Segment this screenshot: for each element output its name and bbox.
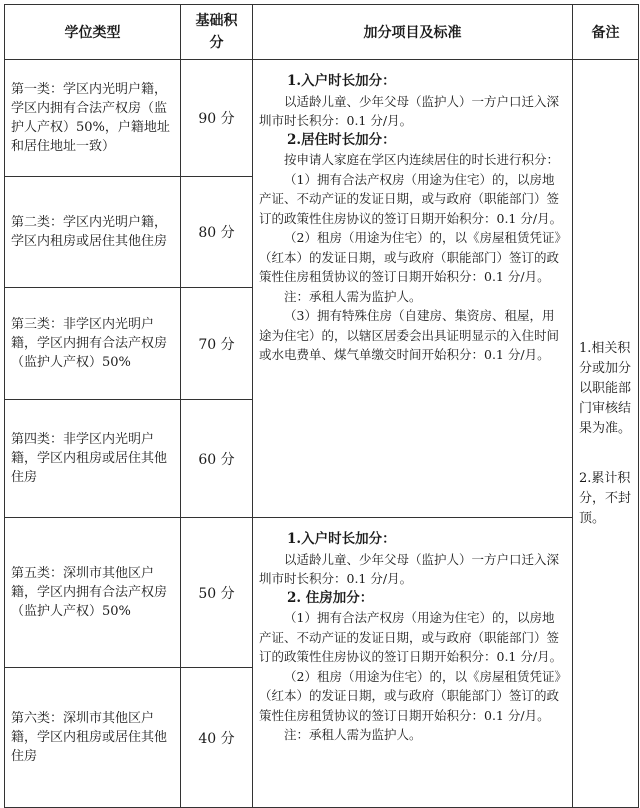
bonus-items-cell	[253, 60, 573, 518]
base-score-cell: 60 分	[181, 400, 253, 518]
degree-type-cell: 第五类：深圳市其他区户籍，学区内拥有合法产权房（监护人产权）50%	[5, 518, 181, 668]
remarks-cell	[573, 60, 639, 808]
degree-type-cell: 第一类：学区内光明户籍，学区内拥有合法产权房（监护人产权）50%，户籍地址和居住地址一致）	[5, 60, 181, 177]
header-remarks: 备注	[573, 5, 639, 60]
bonus-text: （2）租房（用途为住宅）的，以《房屋租赁凭证》（红本）的发证日期，或与政府（职能部门）签订的政策性住房租赁协议的签订日期开始积分：0.1 分/月。	[259, 230, 561, 284]
bonus-note: 注：承租人需为监护人。	[284, 727, 422, 742]
degree-type-cell: 第四类：非学区内光明户籍，学区内租房或居住其他住房	[5, 400, 181, 518]
base-score-cell: 50 分	[181, 518, 253, 668]
header-row	[5, 5, 639, 60]
base-score-cell: 70 分	[181, 288, 253, 400]
degree-type-cell: 第三类：非学区内光明户籍，学区内拥有合法产权房（监护人产权）50%	[5, 288, 181, 400]
bonus-text: （1）拥有合法产权房（用途为住宅）的，以房地产证、不动产证的发证日期，或与政府（职能部门）签订的政策性住房协议的签订日期开始积分：0.1 分/月。	[259, 610, 563, 664]
remark-text: 1.相关积分或加分以职能部门审核结果为准。	[579, 340, 632, 436]
degree-type-cell: 第六类：深圳市其他区户籍，学区内租房或居住其他住房	[5, 668, 181, 808]
table-row	[5, 518, 639, 668]
bonus-text: （1）拥有合法产权房（用途为住宅）的，以房地产证、不动产证的发证日期，或与政府（职能部门）签订的政策性住房协议的签订日期开始积分：0.1 分/月。	[259, 171, 563, 226]
table-row	[5, 60, 639, 177]
remark-text: 2.累计积分，不封顶。	[579, 470, 632, 526]
bonus-text: （3）拥有特殊住房（自建房、集资房、租屋，用途为住宅）的，以辖区居委会出具证明显示的入住时间或水电费单、煤气单缴交时间开始积分：0.1 分/月。	[259, 308, 560, 362]
header-bonus-items: 加分项目及标准	[253, 5, 573, 60]
bonus-text: 以适龄儿童、少年父母（监护人）一方户口迁入深圳市时长积分：0.1 分/月。	[259, 551, 560, 586]
bonus-note: 注：承租人需为监护人。	[284, 288, 422, 304]
base-score-cell: 40 分	[181, 668, 253, 808]
bonus-items-cell	[253, 518, 573, 808]
points-table	[4, 4, 639, 808]
bonus-text: 按申请人家庭在学区内连续居住的时长进行积分：	[284, 152, 560, 167]
base-score-cell: 90 分	[181, 60, 253, 177]
bonus-text: 以适龄儿童、少年父母（监护人）一方户口迁入深圳市时长积分：0.1 分/月。	[259, 93, 560, 128]
degree-type-cell: 第二类：学区内光明户籍，学区内租房或居住其他住房	[5, 177, 181, 288]
bonus-heading: 1.入户时长加分：	[287, 531, 396, 547]
bonus-heading: 2.居住时长加分：	[287, 131, 396, 148]
header-degree-type: 学位类型	[5, 5, 181, 60]
bonus-heading: 2. 住房加分：	[287, 589, 374, 606]
base-score-cell: 80 分	[181, 177, 253, 288]
bonus-text: （2）租房（用途为住宅）的，以《房屋租赁凭证》（红本）的发证日期，或与政府（职能部门）签订的政策性住房租赁协议的签订日期开始积分：0.1 分/月。	[259, 668, 561, 723]
header-base-score: 基础积分	[181, 5, 253, 60]
bonus-heading: 1.入户时长加分：	[287, 73, 396, 89]
